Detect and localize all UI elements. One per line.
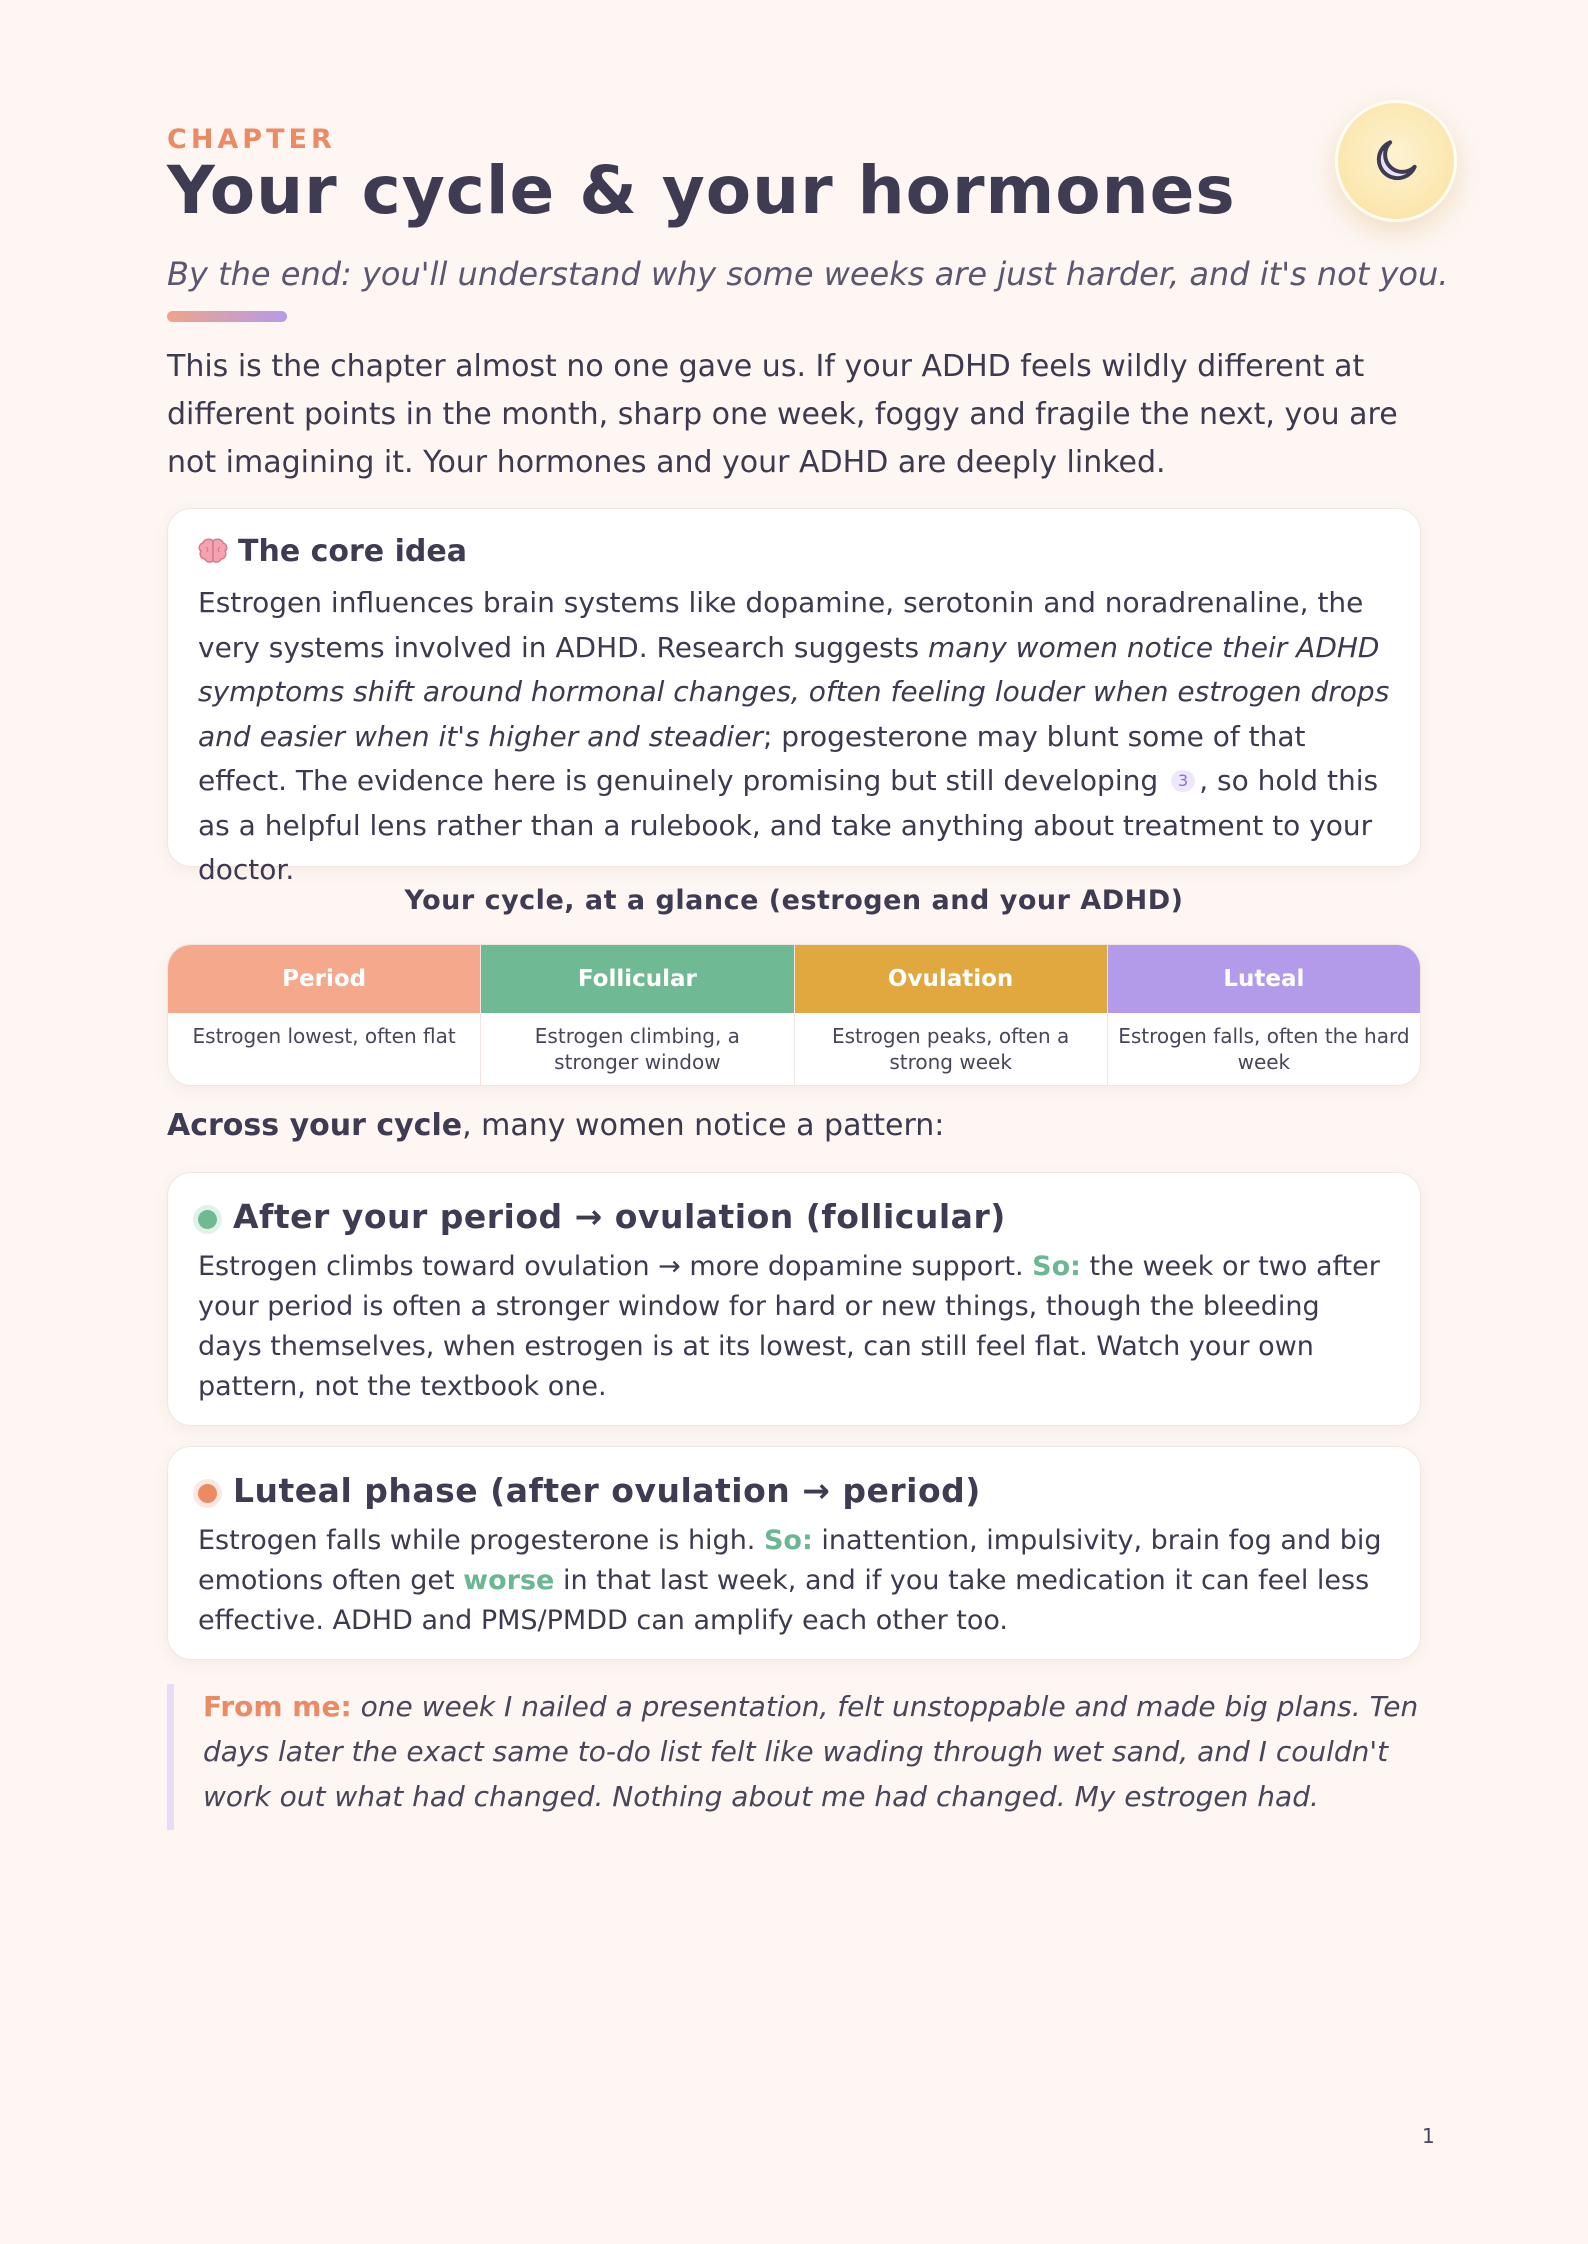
page-subtitle: By the end: you'll understand why some weeks are just harder, and it's not you. [167, 255, 1449, 293]
phase-description: Estrogen climbing, a stronger window [534, 1024, 740, 1074]
status-dot [198, 1210, 217, 1229]
phase-header: Period [168, 945, 480, 1013]
phase-header: Follicular [481, 945, 793, 1013]
core-idea-card [167, 508, 1421, 886]
reference-badge[interactable]: 3 [1171, 770, 1195, 792]
follicular-card-text: Estrogen climbs toward ovulation → more dopamine support. So: the week or two after your period is often a stronger window for hard or new things, though the bleeding days themselves, when estrogen is at its lowest, can still feel flat. Watch your own pattern, not the textbook one. [198, 1251, 1380, 1402]
cycle-phase-table [167, 944, 1421, 1086]
phase-header: Ovulation [795, 945, 1107, 1013]
cycle-table-title: Your cycle, at a glance (estrogen and your ADHD) [404, 885, 1184, 916]
moon-icon [1368, 133, 1424, 189]
accent-divider [167, 311, 287, 322]
phase-ovulation [795, 945, 1108, 1085]
core-idea-text: Estrogen influences brain systems like dopamine, serotonin and noradrenaline, the very systems involved in ADHD. Research suggests many women notice their ADHD symptoms shift around hormonal changes, often feeling louder when estrogen drops and easier when it's higher and steadier; progesterone may blunt some of that effect. The evidence here is genuinely promising but still developing 3 , so hold this as a helpful lens rather than a rulebook, and take anything about treatment to your doctor. [198, 586, 1390, 886]
phase-description: Estrogen lowest, often flat [192, 1024, 456, 1048]
quote-label: From me: [203, 1690, 352, 1723]
page-number: 1 [1422, 2124, 1435, 2148]
status-dot [198, 1484, 217, 1503]
luteal-card-title: Luteal phase (after ovulation → period) [233, 1470, 981, 1510]
luteal-card [167, 1446, 1421, 1660]
core-idea-emphasis: many women notice their ADHD symptoms shift around hormonal changes, often feeling louder when estrogen drops and easier when it's higher and steadier [198, 630, 1390, 753]
brain-icon [198, 538, 228, 564]
follicular-card-title: After your period → ovulation (follicular) [233, 1196, 1006, 1236]
luteal-card-text: Estrogen falls while progesterone is high. So: inattention, impulsivity, brain fog and big emotions often get worse in that last week, and if you take medication it can feel less effective. ADHD and PMS/PMDD can amplify each other too. [198, 1525, 1382, 1636]
moon-badge [1335, 100, 1457, 222]
phase-description: Estrogen peaks, often a strong week [831, 1024, 1070, 1074]
page-title: Your cycle & your hormones [167, 152, 1236, 229]
phase-follicular [481, 945, 794, 1085]
core-idea-title: The core idea [238, 533, 467, 569]
phase-header: Luteal [1108, 945, 1420, 1013]
chapter-eyebrow: CHAPTER [167, 124, 336, 155]
follicular-card [167, 1172, 1421, 1426]
quote-text: one week I nailed a presentation, felt unstoppable and made big plans. Ten days later the exact same to-do list felt like wading through wet sand, and I couldn't work out what had changed. Nothing about me had changed. My estrogen had. [203, 1690, 1419, 1813]
phase-luteal [1108, 945, 1420, 1085]
phase-period [168, 945, 481, 1085]
personal-quote [167, 1684, 1421, 1830]
pattern-lead: Across your cycle, many women notice a pattern: [167, 1108, 945, 1143]
phase-description: Estrogen falls, often the hard week [1118, 1024, 1410, 1074]
intro-paragraph: This is the chapter almost no one gave us. If your ADHD feels wildly different at different points in the month, sharp one week, foggy and fragile the next, you are not imagining it. Your hormones and your ADHD are deeply linked. [167, 349, 1398, 480]
